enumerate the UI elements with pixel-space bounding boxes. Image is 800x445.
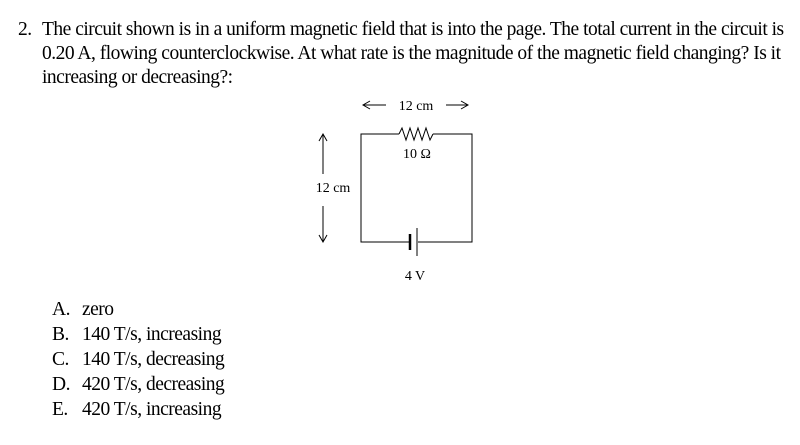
height-label: 12 cm — [315, 181, 351, 196]
choice-text: 420 T/s, decreasing — [82, 374, 225, 395]
battery-label: 4 V — [404, 269, 426, 284]
height-dimension — [316, 134, 351, 242]
battery-icon — [410, 228, 417, 256]
question-text: The circuit shown is in a uniform magnetic field that is into the page. The total current in the circuit is 0.20 A, flowing counterclockwise. At what rate is the magnitude of the magnetic field changing? Is it increasing or decreasing?: — [42, 19, 784, 88]
circuit-diagram — [300, 92, 500, 292]
choice-letter: E. — [52, 399, 68, 420]
choice-letter: C. — [52, 349, 69, 370]
question-number: 2. — [18, 19, 32, 40]
resistor-label: 10 Ω — [403, 147, 431, 162]
choice-letter: D. — [52, 374, 70, 395]
choice-text: 140 T/s, decreasing — [82, 349, 225, 370]
wire-top-left — [361, 134, 409, 242]
choice-text: 420 T/s, increasing — [82, 399, 222, 420]
resistor-icon — [399, 128, 433, 140]
answer-choices — [52, 297, 224, 422]
choice-text: zero — [82, 299, 114, 320]
choice-letter: A. — [52, 299, 70, 320]
choice-c[interactable] — [52, 347, 224, 372]
choice-b[interactable] — [52, 322, 224, 347]
width-label: 12 cm — [398, 99, 434, 114]
width-dimension — [363, 99, 468, 114]
choice-a[interactable] — [52, 297, 224, 322]
choice-e[interactable] — [52, 397, 224, 422]
choice-text: 140 T/s, increasing — [82, 324, 222, 345]
choice-letter: B. — [52, 324, 69, 345]
choice-d[interactable] — [52, 372, 224, 397]
